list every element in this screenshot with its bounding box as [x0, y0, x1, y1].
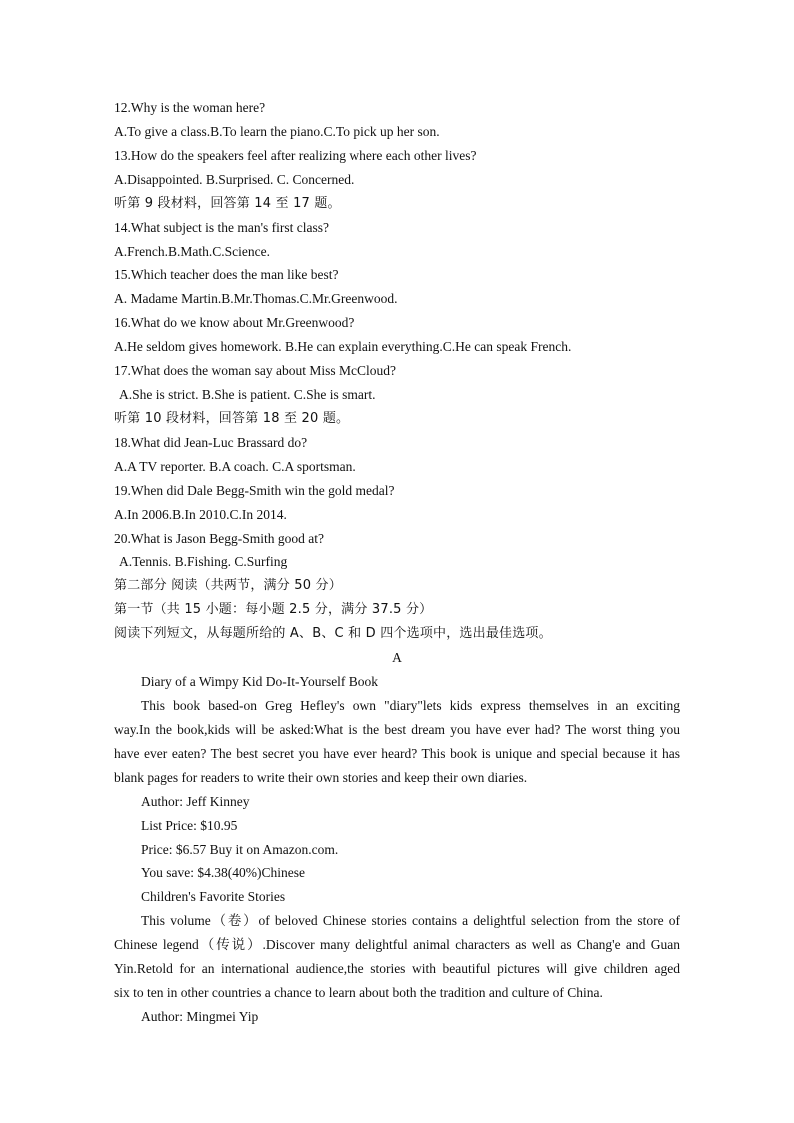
- question-14: 14.What subject is the man's first class?: [114, 220, 330, 235]
- question-13: 13.How do the speakers feel after realizing where each other lives?: [114, 148, 477, 163]
- question-20-options: A.Tennis. B.Fishing. C.Surfing: [119, 554, 288, 569]
- question-12: 12.Why is the woman here?: [114, 100, 266, 115]
- question-12-options: A.To give a class.B.To learn the piano.C.To pick up her son.: [114, 124, 440, 139]
- question-17: 17.What does the woman say about Miss McCloud?: [114, 363, 396, 378]
- question-18-options: A.A TV reporter. B.A coach. C.A sportsman.: [114, 459, 356, 474]
- section-9-heading: 听第 9 段材料，回答第 14 至 17 题。: [114, 196, 341, 211]
- book-2-paragraph-line: Yin.Retold for an international audience,the stories with beautiful pictures will give children aged: [114, 961, 680, 976]
- book-2-author: Author: Mingmei Yip: [141, 1009, 259, 1024]
- question-17-options: A.She is strict. B.She is patient. C.She is smart.: [119, 387, 376, 402]
- question-19: 19.When did Dale Begg-Smith win the gold medal?: [114, 483, 395, 498]
- book-1-list-price: List Price: $10.95: [141, 818, 238, 833]
- book-1-paragraph-line: This book based-on Greg Hefley's own "diary"lets kids express themselves in an exciting: [141, 698, 680, 713]
- reading-instructions: 阅读下列短文，从每题所给的 A、B、C 和 D 四个选项中，选出最佳选项。: [114, 626, 552, 641]
- question-18: 18.What did Jean-Luc Brassard do?: [114, 435, 308, 450]
- book-1-paragraph-line: blank pages for readers to write their own stories and keep their own diaries.: [114, 770, 528, 785]
- book-2-title: Children's Favorite Stories: [141, 889, 286, 904]
- book-1-paragraph-line: have ever eaten? The best secret you have ever heard? This book is unique and special because it has: [114, 746, 680, 761]
- section-10-heading: 听第 10 段材料，回答第 18 至 20 题。: [114, 411, 350, 426]
- question-15: 15.Which teacher does the man like best?: [114, 267, 339, 282]
- book-2-paragraph-line: This volume（卷）of beloved Chinese stories contains a delightful selection from the store of: [141, 913, 680, 928]
- question-16-options: A.He seldom gives homework. B.He can explain everything.C.He can speak French.: [114, 339, 572, 354]
- book-2-paragraph-line: Chinese legend（传说）.Discover many delightful animal characters as well as Chang'e and Guan: [114, 937, 680, 952]
- book-1-savings: You save: $4.38(40%)Chinese: [141, 865, 305, 880]
- book-1-author: Author: Jeff Kinney: [141, 794, 250, 809]
- part-2-heading: 第二部分 阅读（共两节，满分 50 分）: [114, 578, 342, 593]
- book-1-price: Price: $6.57 Buy it on Amazon.com.: [141, 842, 339, 857]
- part-2-section-1-heading: 第一节（共 15 小题：每小题 2.5 分，满分 37.5 分）: [114, 602, 433, 617]
- question-16: 16.What do we know about Mr.Greenwood?: [114, 315, 355, 330]
- passage-label: A: [392, 650, 402, 665]
- book-1-title: Diary of a Wimpy Kid Do-It-Yourself Book: [141, 674, 379, 689]
- question-20: 20.What is Jason Begg-Smith good at?: [114, 531, 324, 546]
- book-1-paragraph-line: way.In the book,kids will be asked:What is the best dream you have ever had? The worst thing you: [114, 722, 680, 737]
- book-2-paragraph-line: six to ten in other countries a chance to learn about both the tradition and culture of China.: [114, 985, 603, 1000]
- question-19-options: A.In 2006.B.In 2010.C.In 2014.: [114, 507, 287, 522]
- question-13-options: A.Disappointed. B.Surprised. C. Concerned.: [114, 172, 355, 187]
- question-14-options: A.French.B.Math.C.Science.: [114, 244, 270, 259]
- question-15-options: A. Madame Martin.B.Mr.Thomas.C.Mr.Greenwood.: [114, 291, 398, 306]
